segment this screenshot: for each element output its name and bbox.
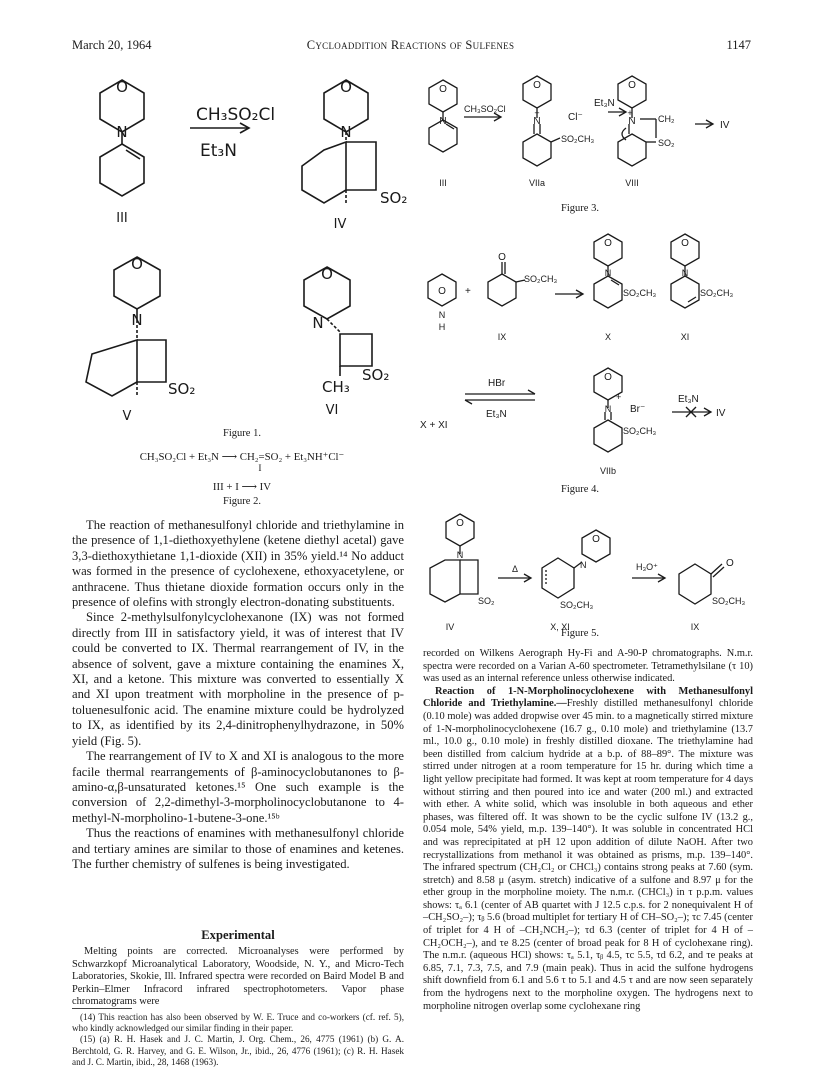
fig1-so2-V: SO₂ xyxy=(168,380,196,398)
fig3-chloride: Cl⁻ xyxy=(568,112,583,123)
compound-label-VI: VI xyxy=(325,403,339,418)
fig3-label-VIIa: VIIa xyxy=(528,178,546,188)
f5-n-morph: N xyxy=(580,560,587,570)
figure-4-scheme xyxy=(420,222,755,492)
fig4-label-X: X xyxy=(604,332,612,342)
f4-n-morph: N xyxy=(438,310,446,320)
fig3-reagent-2: Et₃N xyxy=(594,98,615,109)
f4-n-VIIb: N xyxy=(604,404,612,414)
f3-n-3: N xyxy=(628,116,636,127)
footnotes xyxy=(72,1012,404,1068)
f4-n-XI: N xyxy=(681,268,689,278)
right-column-body xyxy=(423,648,753,1013)
fig1-reagent-bottom: Et₃N xyxy=(200,141,237,161)
figure-2-equation-1: CH₃SO₂Cl + Et₃N ⟶ CH₂=SO₂ + Et₃NH⁺Cl⁻ xyxy=(139,451,345,463)
figure-2-equation-2: III + I ⟶ IV xyxy=(212,481,272,493)
f4-o-X: O xyxy=(604,238,612,249)
f4-n-X: N xyxy=(604,268,612,278)
compound-label-V: V xyxy=(122,409,132,424)
fig4-hbr: HBr xyxy=(488,378,506,389)
fig3-ch2: CH₂ xyxy=(658,114,675,124)
procedure-paragraph xyxy=(423,686,753,1013)
paragraph-3: The rearrangement of IV to X and XI is analogous to the more facile thermal rearrangements of β-aminocyclobutanones to β-amino-α,β-unsaturated ketones.¹⁵ One such example is the conversion of 2,2-dimethyl-3-morpholinocyclobutanone to 4-methyl-N-morpholino-1-butene-3-one.¹⁵ᵇ xyxy=(72,749,404,825)
atom-o-VI: O xyxy=(321,265,333,283)
fig4-so2ch3-X: SO₂CH₃ xyxy=(623,288,657,298)
page-number: 1147 xyxy=(726,38,751,52)
fig3-so2: SO₂ xyxy=(658,138,675,148)
fig1-ch3-VI: CH₃ xyxy=(322,378,350,396)
figure-2-caption: Figure 2. xyxy=(223,496,261,507)
section-title-experimental: Experimental xyxy=(201,928,275,942)
f5-o-ketone: O xyxy=(726,558,734,569)
experimental-paragraph: Melting points are corrected. Microanalyses were performed by Schwarzkopf Microanalytical Laboratory, Woodside, N. Y., and Micro-Tech Laboratories, Skokie, Ill. Infrared spectra were recorded on Baird Model B and Perkin–Elmer Infracord infrared spectrophotometers. Vapor phase chromatograms were xyxy=(72,946,404,1008)
fig4-et3n-blocked: Et₃N xyxy=(678,394,699,405)
atom-n-III: N xyxy=(116,123,128,141)
compound-label-III: III xyxy=(116,211,128,226)
figure-5-caption: Figure 5. xyxy=(561,628,599,639)
atom-n-IV: N xyxy=(340,123,352,141)
footnote-divider xyxy=(72,1008,132,1009)
right-intro: recorded on Wilkens Aerograph Hy-Fi and A-90-P chromatographs. N.m.r. spectra were recorded on a Varian A-60 spectrometer. Tetramethylsilane (τ 10) was used as an internal reference unless otherwise indicated. xyxy=(423,648,753,685)
f4-plus: + xyxy=(465,286,471,297)
fig5-so2ch3-IX: SO₂CH₃ xyxy=(712,596,746,606)
paragraph-1: The reaction of methanesulfonyl chloride and triethylamine in the presence of 1,1-diethoxyethylene (ketene diethyl acetal) gave 3,3-diethoxythietane 1,1-dioxide (XII) in 35% yield.¹⁴ No adduct was formed in the presence of cyclohexene, ethoxyacetylene, or anthracene. Thus thietane dioxide formation occurs only in the presence of olefins with strongly electron-donating substituents. xyxy=(72,518,404,610)
f4-plus-VIIb: + xyxy=(616,392,622,402)
f3-n-1: N xyxy=(439,116,447,127)
fig4-label-VIIb: VIIb xyxy=(599,466,617,476)
running-header-date: March 20, 1964 xyxy=(72,38,152,52)
f5-o-IV: O xyxy=(456,518,464,529)
f4-o-XI: O xyxy=(681,238,689,249)
f4-o-morph: O xyxy=(438,286,446,297)
procedure-title: Reaction of 1-N-Morpholinocyclohexene with Methanesulfonyl Chloride and Triethylamine.— xyxy=(423,685,753,710)
f3-o-1: O xyxy=(439,84,447,95)
paragraph-2: Since 2-methylsulfonylcyclohexanone (IX) was not formed directly from III in satisfactory yield, it was of interest that IV could be converted to IX. Thermal rearrangement of IV, in the absence of solvent, gave a mixture containing the enamines X, XI, and a ketone. This mixture was converted to essentially X and XI upon treatment with morpholine in the presence of p-toluenesulfonic acid. The enamine mixture could be hydrolyzed to IX, as identified by its 2,4-dinitrophenylhydrazone, in 50% yield (Fig. 5). xyxy=(72,610,404,748)
footnote-14: (14) This reaction has also been observed by W. E. Truce and co-workers (cf. ref. 5), who kindly acknowledged our similar finding in their paper. xyxy=(72,1012,404,1034)
fig4-h: H xyxy=(438,322,446,332)
figure-4-caption: Figure 4. xyxy=(561,484,599,495)
fig4-et3n: Et₃N xyxy=(486,409,507,420)
fig4-label-XI: XI xyxy=(680,332,690,342)
fig3-label-VIII: VIII xyxy=(625,178,639,188)
f3-plus-3: + xyxy=(627,108,633,118)
fig4-so2ch3-VIIb: SO₂CH₃ xyxy=(623,426,657,436)
f3-plus-2: + xyxy=(534,108,540,118)
figure-2-label-I: I xyxy=(258,464,262,474)
fig4-product-IV: IV xyxy=(716,408,726,419)
f4-o-VIIb: O xyxy=(604,372,612,383)
fig5-label-IX: IX xyxy=(690,622,700,632)
fig3-label-III: III xyxy=(439,178,447,188)
fig4-eq-left: X + XI xyxy=(420,420,448,431)
fig4-bromide: Br⁻ xyxy=(630,404,646,415)
fig5-h3o: H₃O⁺ xyxy=(636,562,658,572)
f3-o-2: O xyxy=(533,80,541,91)
running-header-title: Cycloaddition Reactions of Sulfenes xyxy=(306,38,515,52)
atom-o-V: O xyxy=(131,255,143,273)
fig3-reagent-1: CH₃SO₂Cl xyxy=(464,104,506,114)
f4-o-ketone: O xyxy=(498,252,506,263)
f3-o-3: O xyxy=(628,80,636,91)
atom-o-III: O xyxy=(116,78,128,96)
fig5-so2ch3-mid: SO₂CH₃ xyxy=(560,600,594,610)
fig4-label-IX: IX xyxy=(497,332,507,342)
figure-3-caption: Figure 3. xyxy=(561,203,599,214)
atom-n-VI: N xyxy=(312,314,324,332)
atom-n-V: N xyxy=(131,311,143,329)
procedure-body: Freshly distilled methanesulfonyl chloride (0.10 mole) was added dropwise over 45 min. to a magnetically stirred mixture of 1-N-morpholinocyclohexene (16.7 g., 0.10 mole) and triethylamine (13.7 ml., 10.0 g., 0.10 mole) in freshly distilled dioxane. The triethylamine had been distilled from calcium hydride at a b.p. of 88–89°. The mixture was stirred under nitrogen at a room temperature for 15 hr. during which time a light yellow precipitate had formed. It was kept at room temperature for 4 days without stirring and then poured into ice and water (200 ml.) and extracted with ether. A white solid, which was insoluble in both aqueous and ether phases, was filtered off. It was shown to be the cyclic sulfone IV (13.2 g., 0.054 mole, 54% yield, m.p. 139–140°). It was soluble in concentrated HCl and was reprecipitated at pH 12 upon addition of dilute NaOH. After two recrystallizations from methanol it was obtained as prisms, m.p. 139–140°. The infrared spectrum (CH₂Cl₂ or CHCl₃) contains strong peaks at 7.60 (sym. stretch) and 8.58 μ (asym. stretch) indicative of a sulfone and 8.97 μ for the ether group in the morpholine moiety. The n.m.r. (CHCl₃) in τ p.p.m. values shows: τₐ 6.1 (center of AB quartet with J 12.5 c.p.s. for 2 nonequivalent H of –CH₂SO₂–); τᵦ 5.6 (broad multiplet for tertiary H of CH–SO₂–); τc 7.45 (center of triplet for 4 H of –CH₂NCH₂–); τd 6.3 (center of triplet for 4 H of –CH₂OCH₂–), and τe 8.25 (center of broad peak for 8 H of cyclohexane ring). The n.m.r. (aqueous HCl) shows: τₐ 5.1, τᵦ 4.5, τc 5.5, τd 6.2, and τe peaks at 6.85, 7.1, 7.3, 7.5, and 7.9 (main peak). Thus in acid the sulfone hydrogens shift downfield from 6.1 and 5.6 τ to 5.1 and 4.5 τ and are now seen separately from the hydrogens next to the morpholine oxygen. The hydrogens next to morpholine nitrogen overlap some cyclohexane ring xyxy=(423,698,753,1012)
fig3-so2ch3: SO₂CH₃ xyxy=(561,134,595,144)
f3-n-2: N xyxy=(533,116,541,127)
paragraph-4: Thus the reactions of enamines with methanesulfonyl chloride and tertiary amines are similar to those of enamines and ketenes. The further chemistry of sulfenes is being investigated. xyxy=(72,826,404,871)
fig4-so2ch3-XI: SO₂CH₃ xyxy=(700,288,734,298)
fig1-so2-VI: SO₂ xyxy=(362,366,390,384)
f5-n-IV: N xyxy=(456,550,464,560)
fig4-so2ch3-IX: SO₂CH₃ xyxy=(524,274,558,284)
fig1-so2-IV: SO₂ xyxy=(380,189,408,207)
compound-label-IV: IV xyxy=(333,217,347,232)
fig3-product-IV: IV xyxy=(720,120,730,131)
figure-3-scheme xyxy=(420,62,755,202)
figure-1-scheme xyxy=(72,62,412,432)
fig5-label-X-XI: X, XI xyxy=(550,622,570,632)
f5-o-morph: O xyxy=(592,534,600,545)
fig5-label-IV: IV xyxy=(445,622,455,632)
fig5-so2: SO₂ xyxy=(478,596,495,606)
left-column-body xyxy=(72,518,404,872)
footnote-15: (15) (a) R. H. Hasek and J. C. Martin, J. Org. Chem., 26, 4775 (1961) (b) G. A. Berchtold, G. R. Harvey, and G. E. Wilson, Jr., ibid., 26, 4776 (1961); (c) R. H. Hasek and J. C. Martin, ibid., 28, 1468 (1963). xyxy=(72,1034,404,1067)
figure-1-caption: Figure 1. xyxy=(223,428,261,439)
figure-5-scheme xyxy=(420,508,755,636)
fig5-delta: Δ xyxy=(512,564,519,574)
atom-o-IV: O xyxy=(340,78,352,96)
fig1-reagent-top: CH₃SO₂Cl xyxy=(196,105,276,125)
